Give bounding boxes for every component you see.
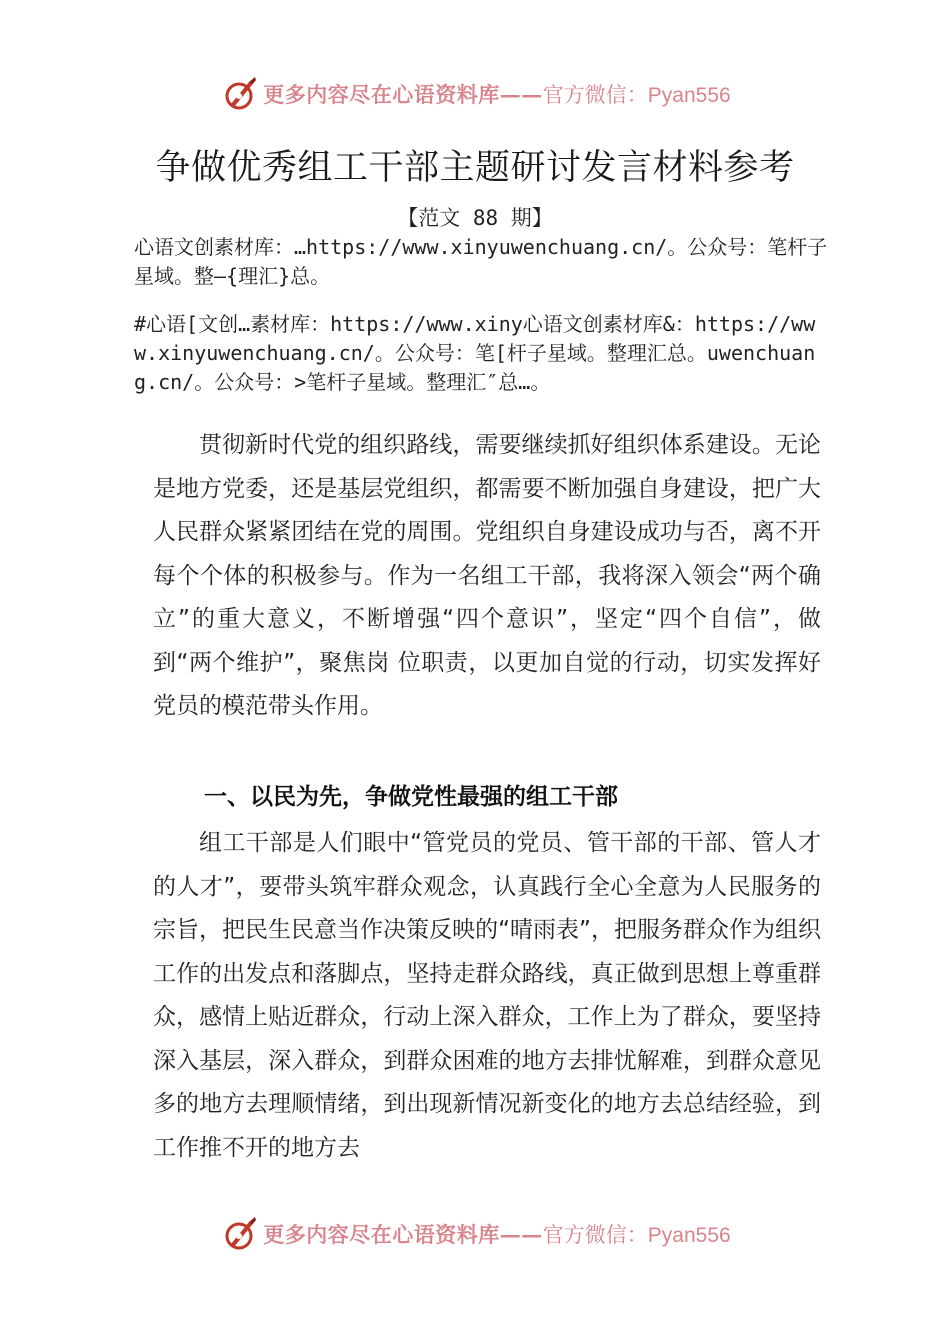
banner-wechat: 官方微信：Pyan556	[542, 84, 731, 107]
footer-banner	[0, 1212, 950, 1256]
pen-nib-logo-icon	[219, 1214, 259, 1254]
section-heading: 一、以民为先，争做党性最强的组工干部	[204, 784, 618, 810]
banner-slogan: 更多内容尽在心语资料库	[263, 1222, 500, 1247]
document-title: 争做优秀组工干部主题研讨发言材料参考	[155, 148, 795, 188]
intro-paragraph: 贯彻新时代党的组织路线，需要继续抓好组织体系建设。无论是地方党委，还是基层党组织，都需要不断加强自身建设，把广大人民群众紧紧团结在党的周围。党组织自身建设成功与否，离不开每个个体的积极参与。作为一名组工干部，我将深入领会“两个确立”的重大意义，不断增强“四个意识”，坚定“四个自信”，做到“两个维护”，聚焦岗 位职责，以更加自觉的行动，切实发挥好党员的模范带头作用。	[153, 432, 821, 719]
header-banner	[0, 72, 950, 116]
banner-slogan: 更多内容尽在心语资料库	[263, 82, 500, 107]
pen-nib-logo-icon	[219, 74, 259, 114]
banner-dash: ——	[499, 1221, 543, 1247]
banner-wechat: 官方微信：Pyan556	[542, 1224, 731, 1247]
section-paragraph: 组工干部是人们眼中“管党员的党员、管干部的干部、管人才的人才”，要带头筑牢群众观念，认真践行全心全意为人民服务的宗旨，把民生民意当作决策反映的“晴雨表”，把服务群众作为组织工作的出发点和落脚点，坚持走群众路线，真正做到思想上尊重群众，感情上贴近群众，行动上深入群众，工作上为了群众，要坚持深入基层，深入群众，到群众困难的地方去排忧解难，到群众意见多的地方去理顺情绪，到出现新情况新变化的地方去总结经验，到工作推不开的地方去	[153, 830, 821, 1161]
banner-dash: ——	[499, 81, 543, 107]
source-note-2: #心语[文创…素材库：https://www.xiny心语文创素材库&：https://www.xinyuwenchuang.cn/。公众号：笔[杆子星域。整理汇总。uwenchuang.cn/。公众号：>笔杆子星域。整理汇″总…。	[134, 312, 816, 394]
issue-number: 【范文 88 期】	[397, 206, 553, 230]
source-note-1: 心语文创素材库：…https://www.xinyuwenchuang.cn/。公众号：笔杆子星域。整—{理汇}总。	[134, 235, 828, 288]
